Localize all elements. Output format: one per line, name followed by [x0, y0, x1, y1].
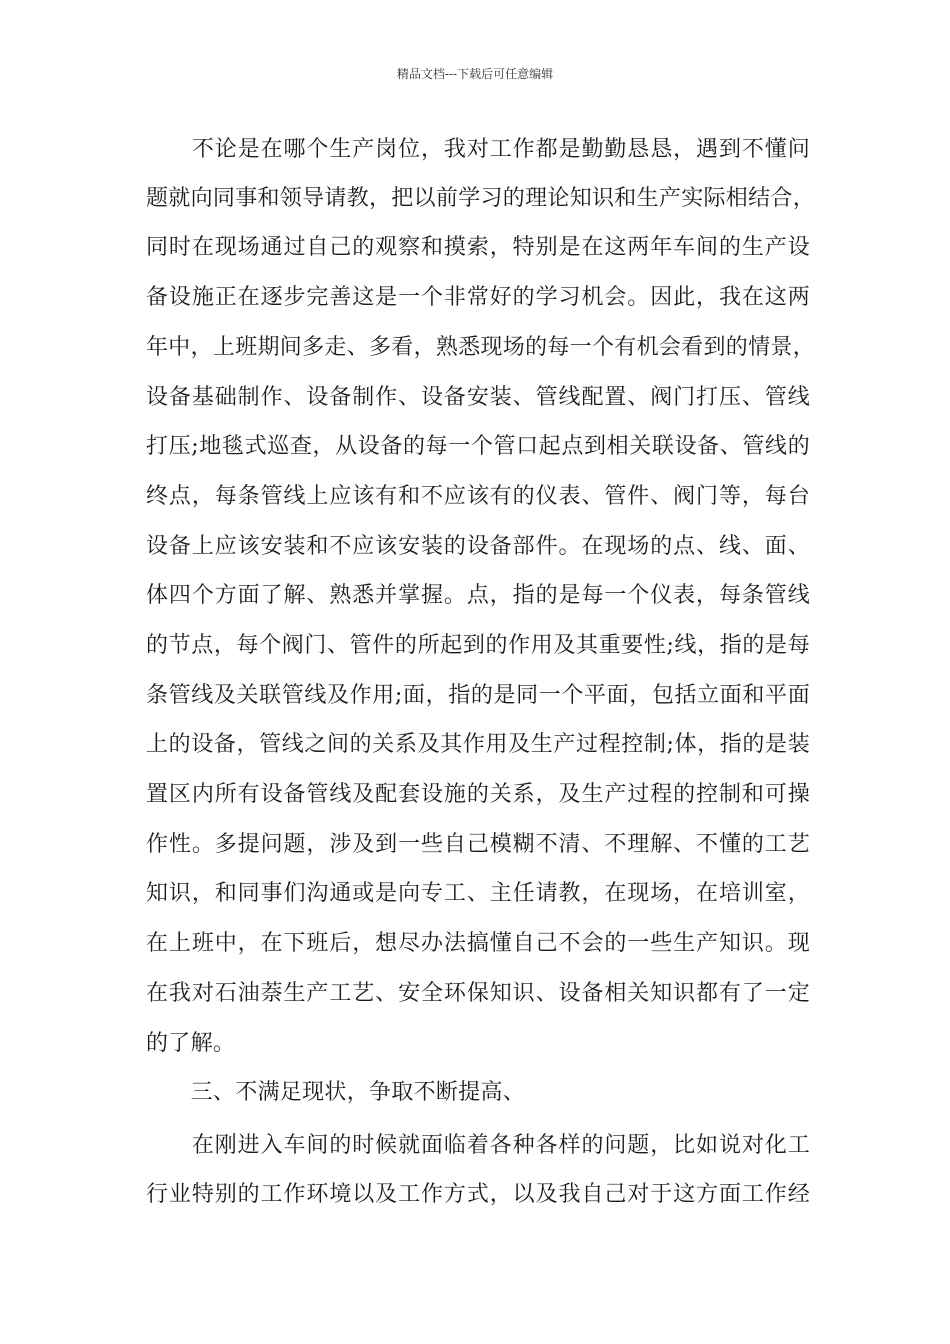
page-header: 精品文档---下载后可任意编辑 — [396, 67, 554, 81]
text-line: 的了解。 — [146, 1031, 236, 1056]
text-line: 知识，和同事们沟通或是向专工、主任请教，在现场，在培训室， — [146, 881, 810, 906]
text-line: 不论是在哪个生产岗位，我对工作都是勤勤恳恳，遇到不懂问 — [146, 137, 810, 162]
text-line: 题就向同事和领导请教，把以前学习的理论知识和生产实际相结合， — [146, 186, 816, 211]
text-line: 行业特别的工作环境以及工作方式，以及我自己对于这方面工作经 — [146, 1182, 810, 1207]
text-line: 上的设备，管线之间的关系及其作用及生产过程控制;体，指的是装 — [146, 732, 810, 757]
text-line: 的节点，每个阀门、管件的所起到的作用及其重要性;线，指的是每 — [146, 633, 810, 658]
text-line: 备设施正在逐步完善这是一个非常好的学习机会。因此，我在这两 — [146, 285, 810, 310]
text-line: 条管线及关联管线及作用;面，指的是同一个平面，包括立面和平面 — [146, 683, 810, 708]
section-heading: 三、不满足现状，争取不断提高、 — [146, 1080, 526, 1105]
text-line: 设备基础制作、设备制作、设备安装、管线配置、阀门打压、管线 — [146, 385, 810, 410]
text-line: 置区内所有设备管线及配套设施的关系，及生产过程的控制和可操 — [146, 782, 810, 807]
text-line: 体四个方面了解、熟悉并掌握。点，指的是每一个仪表，每条管线 — [146, 583, 810, 608]
text-line: 年中，上班期间多走、多看，熟悉现场的每一个有机会看到的情景， — [146, 335, 816, 360]
text-line: 终点，每条管线上应该有和不应该有的仪表、管件、阀门等，每台 — [146, 484, 810, 509]
text-line: 在我对石油萘生产工艺、安全环保知识、设备相关知识都有了一定 — [146, 981, 810, 1006]
text-line: 在刚进入车间的时候就面临着各种各样的问题，比如说对化工 — [146, 1133, 810, 1158]
text-line: 同时在现场通过自己的观察和摸索，特别是在这两年车间的生产设 — [146, 235, 810, 260]
text-line: 作性。多提问题，涉及到一些自己模糊不清、不理解、不懂的工艺 — [146, 832, 810, 857]
text-line: 设备上应该安装和不应该安装的设备部件。在现场的点、线、面、 — [146, 534, 810, 559]
text-line: 在上班中，在下班后，想尽办法搞懂自己不会的一些生产知识。现 — [146, 931, 810, 956]
text-line: 打压;地毯式巡查，从设备的每一个管口起点到相关联设备、管线的 — [146, 434, 810, 459]
